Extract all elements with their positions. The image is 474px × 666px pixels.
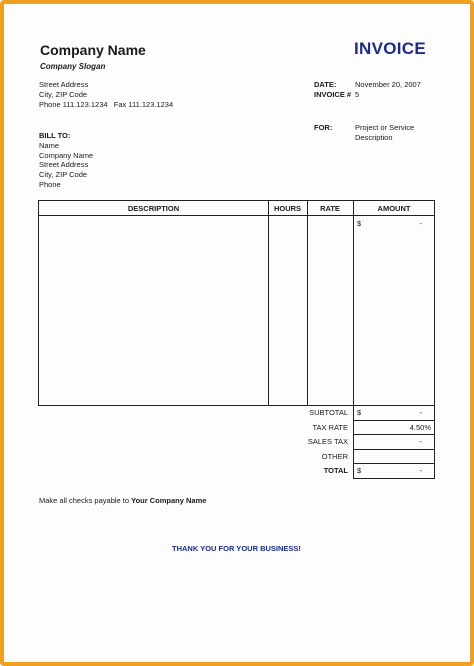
date-label: DATE: [314, 80, 337, 89]
payable-prefix: Make all checks payable to [39, 496, 132, 505]
header-amount: AMOUNT [377, 204, 411, 213]
total-currency: $ [357, 466, 362, 476]
tax-rate-label: TAX RATE [312, 423, 348, 432]
bill-to-city-zip: City, ZIP Code [39, 170, 88, 180]
bill-to-company: Company Name [39, 150, 94, 160]
bill-to-block [39, 131, 93, 190]
for-label: FOR: [314, 123, 333, 132]
tax-rate-value: 4.50% [409, 422, 431, 432]
invoice-meta-values [355, 80, 421, 100]
sales-tax-label: SALES TAX [307, 437, 348, 446]
invoice-number-label: INVOICE # [314, 89, 352, 99]
subtotal-label: SUBTOTAL [309, 408, 348, 417]
payable-company-name: Your Company Name [131, 496, 207, 505]
company-street: Street Address [39, 80, 89, 89]
total-label: TOTAL [323, 466, 348, 475]
bill-to-phone: Phone [39, 179, 61, 189]
amount-value: - [419, 219, 422, 228]
company-name: Company Name [40, 42, 146, 58]
date-value: November 20, 2007 [355, 80, 421, 89]
bill-to-label: BILL TO: [39, 131, 71, 140]
invoice-title: INVOICE [354, 39, 427, 58]
subtotal-row [354, 406, 434, 421]
invoice-meta-labels [314, 80, 351, 100]
other-row [354, 450, 434, 465]
company-slogan: Company Slogan [40, 62, 106, 71]
bill-to-name: Name [39, 140, 60, 150]
totals-box [353, 406, 435, 479]
tax-rate-row [354, 421, 434, 436]
amount-currency: $ [357, 219, 362, 228]
line-items-table [38, 200, 435, 406]
header-description: DESCRIPTION [127, 204, 180, 213]
sales-tax-value: - [419, 437, 422, 447]
company-address [39, 80, 173, 109]
subtotal-value: - [419, 408, 422, 417]
total-row [354, 464, 434, 479]
other-label: OTHER [321, 452, 348, 461]
column-divider [268, 201, 269, 405]
for-description [355, 123, 414, 143]
total-value: - [419, 466, 422, 476]
invoice-number-value: 5 [355, 89, 360, 99]
subtotal-currency: $ [357, 408, 362, 417]
for-line-2: Description [355, 132, 393, 142]
company-city-zip: City, ZIP Code [39, 89, 88, 99]
payable-note [39, 496, 206, 505]
for-line-1: Project or Service [355, 123, 415, 132]
header-hours: HOURS [273, 204, 302, 213]
header-rate: RATE [320, 204, 340, 213]
column-divider [353, 201, 354, 405]
bill-to-street: Street Address [39, 160, 89, 170]
sales-tax-row [354, 435, 434, 450]
company-phone-fax: Phone 111.123.1234 Fax 111.123.1234 [39, 99, 174, 109]
column-divider [307, 201, 308, 405]
thank-you-message: THANK YOU FOR YOUR BUSINESS! [172, 544, 301, 553]
